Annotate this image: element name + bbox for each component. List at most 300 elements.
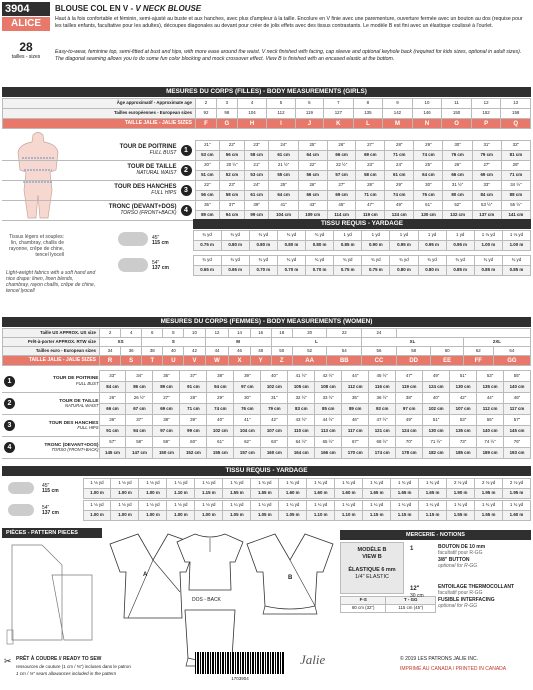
- euro-size-cell: 36: [121, 347, 142, 356]
- yardage-m-cell: 1.60 m: [335, 489, 363, 499]
- girls-measurements-band: MESURES DU CORPS (FILLES) - BODY MEASUREMENTS (GIRLS): [2, 87, 531, 97]
- measure-cm-cell: 91 cm: [99, 426, 126, 437]
- measure-cm-cell: 99 cm: [244, 211, 269, 221]
- yardage-m-cell: 1.65 m: [419, 489, 447, 499]
- euro-size-cell: 152: [471, 109, 501, 119]
- yardage-m-cell: 1.00 m: [195, 511, 223, 521]
- yardage-m-cell: 0.95 m: [418, 241, 446, 251]
- yardage-m-cell: 1.00 m: [167, 511, 195, 521]
- view-b-en: VIEW B: [362, 554, 382, 561]
- measure-cm-cell: 119 cm: [396, 382, 423, 393]
- measure-cm-cell: 99 cm: [180, 426, 207, 437]
- measure-inch-cell: 39": [180, 415, 207, 426]
- yardage-m-cell: 1.05 m: [279, 511, 307, 521]
- yardage-m-cell: 1.10 m: [167, 489, 195, 499]
- jalie-size-cell: DD: [396, 356, 431, 366]
- jalie-size-cell: X: [229, 356, 250, 366]
- yardage-yd-cell: 1 ⅛ yd: [111, 501, 139, 511]
- jalie-label: TAILLE JALIE - JALIE SIZES: [3, 356, 100, 366]
- printed-in-canada: IMPRIMÉ AU CANADA / PRINTED IN CANADA: [400, 666, 507, 672]
- measure-label: TRONC (DEVANT+DOS) TORSO (FRONT+BACK) 4: [2, 201, 195, 221]
- measure-cm-cell: 61 cm: [385, 171, 414, 181]
- measure-cm-cell: 64 cm: [269, 191, 298, 201]
- measure-inch-cell: 40": [423, 393, 450, 404]
- age-cell: 9: [383, 99, 413, 109]
- measure-inch-cell: 68 ½": [369, 437, 396, 448]
- view-b-label: B: [288, 575, 293, 581]
- measure-inch-cell: 29": [207, 393, 234, 404]
- jalie-size-cell: EE: [431, 356, 463, 366]
- measure-inch-cell: 28": [180, 393, 207, 404]
- notions-view-box: [340, 542, 404, 594]
- measure-inch-cell: 55": [504, 371, 531, 382]
- measure-label: 2 TOUR DE TAILLE NATURAL WAIST: [2, 393, 99, 415]
- euro-size-label: Tailles euro - European sizes: [3, 347, 100, 356]
- measure-cm-cell: 94 cm: [220, 211, 245, 221]
- measure-cm-cell: 178 cm: [396, 448, 423, 459]
- measure-inch-cell: 51": [450, 371, 477, 382]
- button-qty: 1: [410, 546, 414, 552]
- measure-cm-cell: 79 cm: [261, 404, 288, 415]
- measure-inch-cell: 30": [414, 181, 443, 191]
- measure-inch-cell: 27": [327, 181, 356, 191]
- measure-inch-cell: 55": [477, 415, 504, 426]
- rtw-size-cell: S: [142, 338, 205, 347]
- measure-inch-cell: 47 ½": [369, 415, 396, 426]
- yardage-m-cell: 0.85 m: [502, 266, 530, 276]
- measure-cm-cell: 84 cm: [472, 191, 501, 201]
- yardage-m-cell: 1.00 m: [139, 489, 167, 499]
- measure-inch-cell: 49": [385, 201, 414, 211]
- yardage-yd-cell: 1 ¾ yd: [363, 479, 391, 489]
- button-en: 3/8" BUTTON: [438, 556, 470, 563]
- girls-size-table: [2, 98, 531, 129]
- age-cell: 8: [353, 99, 383, 109]
- yardage-m-cell: 1.00 m: [474, 241, 502, 251]
- measure-cm-cell: 117 cm: [504, 404, 531, 415]
- measure-cm-cell: 94 cm: [207, 382, 234, 393]
- yardage-yd-cell: 1 yd: [334, 231, 362, 241]
- jalie-size-cell: V: [184, 356, 205, 366]
- measure-cm-cell: 121 cm: [369, 426, 396, 437]
- measure-inch-cell: 53 ½": [472, 201, 501, 211]
- size-range-tgg: T - GG: [386, 597, 436, 605]
- measure-inch-cell: 57": [99, 437, 126, 448]
- girls-yardage-table: [150, 230, 531, 281]
- rtw-size-cell: XL: [362, 338, 464, 347]
- yardage-m-cell: 1.60 m: [503, 511, 531, 521]
- yardage-m-cell: 0.70 m: [277, 266, 305, 276]
- measure-cm-cell: 67 cm: [126, 404, 153, 415]
- measure-inch-cell: 49": [423, 371, 450, 382]
- measure-cm-cell: 110 cm: [288, 426, 315, 437]
- measure-label: 1 TOUR DE POITRINE FULL BUST: [2, 371, 99, 393]
- age-cell: 11: [442, 99, 472, 109]
- measure-number-badge: 3: [181, 185, 192, 196]
- measure-cm-cell: 113 cm: [315, 426, 342, 437]
- yardage-m-cell: 0.85 m: [446, 266, 474, 276]
- measure-cm-cell: 58 cm: [356, 171, 385, 181]
- measure-inch-cell: 44 ½": [315, 415, 342, 426]
- measure-inch-cell: 29": [414, 141, 443, 151]
- jalie-size-cell: F: [196, 119, 217, 129]
- measure-cm-cell: 88 cm: [501, 191, 530, 201]
- jalie-size-cell: P: [471, 119, 501, 129]
- jalie-size-cell: Q: [501, 119, 531, 129]
- measure-inch-cell: 51": [423, 415, 450, 426]
- measure-cm-cell: 56 cm: [220, 151, 245, 161]
- rtw-size-label: Prêt-à-porter APPROX. RTW size: [3, 338, 100, 347]
- yardage-m-cell: 1.55 m: [447, 511, 475, 521]
- measure-inch-cell: 26": [99, 393, 126, 404]
- girls-fabric-fr: Tissus légers et souples: lin, chambray, challis de rayonne, crêpe de chine, tencel lyocell: [8, 234, 64, 258]
- measure-cm-cell: 69 cm: [356, 151, 385, 161]
- yardage-yd-cell: 1 ⅛ yd: [139, 501, 167, 511]
- measure-cm-cell: 71 cm: [501, 171, 530, 181]
- yardage-yd-cell: 1 ¾ yd: [223, 479, 251, 489]
- measure-inch-cell: 60": [180, 437, 207, 448]
- yardage-yd-cell: ¾ yd: [277, 231, 305, 241]
- measure-cm-cell: 185 cm: [450, 448, 477, 459]
- measure-inch-cell: 53": [477, 371, 504, 382]
- measure-inch-cell: 62": [234, 437, 261, 448]
- measure-cm-cell: 107 cm: [450, 404, 477, 415]
- yardage-yd-cell: 1 ¾ yd: [503, 501, 531, 511]
- yardage-yd-cell: 1 ¾ yd: [475, 501, 503, 511]
- euro-size-cell: 38: [142, 347, 163, 356]
- measure-cm-cell: 97 cm: [234, 382, 261, 393]
- sizes-label: tailles - sizes: [11, 54, 41, 60]
- measure-cm-cell: 135 cm: [450, 426, 477, 437]
- yardage-m-cell: 1.15 m: [391, 511, 419, 521]
- yardage-m-cell: 0.80 m: [306, 241, 334, 251]
- measure-cm-cell: 52 cm: [220, 171, 245, 181]
- yardage-m-cell: 1.90 m: [447, 489, 475, 499]
- measure-inch-cell: 24": [269, 141, 298, 151]
- measure-cm-cell: 102 cm: [423, 404, 450, 415]
- yardage-yd-cell: ¾ yd: [502, 256, 530, 266]
- fabric-width: 54" 137 cm: [42, 504, 59, 516]
- measure-inch-cell: 26 ½": [126, 393, 153, 404]
- us-size-cell: 8: [163, 329, 184, 338]
- pattern-title: BLOUSE COL EN V - V NECK BLOUSE: [55, 4, 202, 13]
- women-measurements-band: MESURES DU CORPS (FEMMES) - BODY MEASUREMENTS (WOMEN): [2, 317, 531, 327]
- yardage-yd-cell: 1 ¼ yd: [363, 501, 391, 511]
- measure-label: 4 TRONC (DEVANT+DOS) TORSO (FRONT+BACK): [2, 437, 99, 459]
- measure-inch-cell: 30": [234, 393, 261, 404]
- euro-size-cell: 56: [362, 347, 397, 356]
- measure-cm-cell: 76 cm: [234, 404, 261, 415]
- jalie-size-cell: Y: [250, 356, 271, 366]
- measure-cm-cell: 61 cm: [269, 151, 298, 161]
- yardage-yd-cell: 1 ¾ yd: [447, 501, 475, 511]
- us-size-cell: 16: [250, 329, 271, 338]
- view-b-fr: MODÈLE B: [357, 547, 387, 553]
- euro-size-cell: 104: [237, 109, 267, 119]
- jalie-size-cell: O: [442, 119, 472, 129]
- measure-cm-cell: 83 cm: [288, 404, 315, 415]
- measure-inch-cell: 52": [443, 201, 472, 211]
- yardage-m-cell: 1.55 m: [223, 489, 251, 499]
- measure-cm-cell: 69 cm: [153, 404, 180, 415]
- yardage-m-cell: 1.15 m: [419, 511, 447, 521]
- measure-inch-cell: 61": [207, 437, 234, 448]
- euro-size-cell: 62: [463, 347, 493, 356]
- measure-cm-cell: 145 cm: [504, 426, 531, 437]
- measure-inch-cell: 37": [180, 371, 207, 382]
- euro-size-cell: 48: [250, 347, 271, 356]
- us-size-cell: 2: [100, 329, 121, 338]
- measure-number-badge: 2: [4, 398, 15, 409]
- girls-yardage-band: TISSU REQUIS - YARDAGE: [193, 219, 531, 229]
- measure-inch-cell: 39": [234, 371, 261, 382]
- us-size-cell: 14: [229, 329, 250, 338]
- jalie-label: TAILLE JALIE - JALIE SIZES: [3, 119, 196, 129]
- measure-inch-cell: 46": [504, 393, 531, 404]
- measure-cm-cell: 155 cm: [207, 448, 234, 459]
- fabric-width: 45" 115 cm: [42, 482, 59, 494]
- yardage-m-cell: 1.10 m: [307, 511, 335, 521]
- yardage-yd-cell: ¾ yd: [249, 256, 277, 266]
- yardage-m-cell: 0.95 m: [446, 241, 474, 251]
- interfacing-en: FUSIBLE INTERFACING: [438, 596, 495, 603]
- yardage-yd-cell: 2 ⅛ yd: [475, 479, 503, 489]
- measure-inch-cell: 40": [207, 415, 234, 426]
- yardage-m-cell: 1.60 m: [307, 489, 335, 499]
- measure-label: TOUR DES HANCHES FULL HIPS 3: [2, 181, 195, 201]
- measure-inch-cell: 25": [269, 181, 298, 191]
- measure-inch-cell: 22": [195, 181, 220, 191]
- measure-inch-cell: 26": [327, 141, 356, 151]
- yardage-m-cell: 1.95 m: [503, 489, 531, 499]
- measure-cm-cell: 104 cm: [269, 211, 298, 221]
- measure-inch-cell: 67": [342, 437, 369, 448]
- measure-inch-cell: 36 ½": [369, 393, 396, 404]
- yardage-m-cell: 1.15 m: [363, 511, 391, 521]
- measure-inch-cell: 35": [342, 393, 369, 404]
- yardage-yd-cell: 1 yd: [418, 231, 446, 241]
- jalie-size-cell: FF: [463, 356, 493, 366]
- euro-size-cell: 127: [324, 109, 354, 119]
- measure-cm-cell: 89 cm: [195, 211, 220, 221]
- yardage-m-cell: 0.80 m: [418, 266, 446, 276]
- yardage-yd-cell: 1 yd: [446, 231, 474, 241]
- euro-size-cell: 64: [493, 347, 530, 356]
- seam-allowance-en: 1 cm / ⅜" seam allowances included in the pattern: [16, 671, 117, 676]
- yardage-m-cell: 1.65 m: [391, 489, 419, 499]
- measure-cm-cell: 189 cm: [477, 448, 504, 459]
- measure-cm-cell: 61 cm: [244, 191, 269, 201]
- measure-cm-cell: 84 cm: [99, 382, 126, 393]
- measure-cm-cell: 102 cm: [261, 382, 288, 393]
- measure-cm-cell: 160 cm: [261, 448, 288, 459]
- yardage-yd-cell: ¾ yd: [362, 256, 390, 266]
- measure-inch-cell: 55 ½": [501, 201, 530, 211]
- measure-cm-cell: 86 cm: [126, 382, 153, 393]
- yardage-yd-cell: ¾ yd: [221, 256, 249, 266]
- fabric-roll-icon: [118, 258, 148, 272]
- yardage-yd-cell: 1 ⅛ yd: [195, 501, 223, 511]
- yardage-m-cell: 0.85 m: [334, 241, 362, 251]
- ready-to-sew: PRÊT À COUDRE // READY TO SEW: [16, 656, 102, 662]
- measure-inch-cell: 39": [244, 201, 269, 211]
- measure-inch-cell: 31 ½": [443, 181, 472, 191]
- us-size-cell: 18: [271, 329, 292, 338]
- jalie-size-cell: R: [100, 356, 121, 366]
- button-en-note: optional for R-GG: [438, 562, 478, 569]
- us-size-cell: 12: [205, 329, 229, 338]
- measure-inch-cell: 41": [234, 415, 261, 426]
- measure-cm-cell: 93 cm: [369, 404, 396, 415]
- yardage-yd-cell: ¾ yd: [193, 231, 221, 241]
- measure-cm-cell: 55 cm: [269, 171, 298, 181]
- jalie-size-cell: J: [295, 119, 323, 129]
- euro-size-cell: 146: [412, 109, 442, 119]
- girls-measure-table: [2, 140, 531, 221]
- measure-inch-cell: 25": [414, 161, 443, 171]
- jalie-size-cell: GG: [493, 356, 530, 366]
- yardage-m-cell: 1.55 m: [475, 511, 503, 521]
- measure-cm-cell: 114 cm: [327, 211, 356, 221]
- measure-inch-cell: 35": [195, 201, 220, 211]
- yardage-yd-cell: 1 ⅛ yd: [83, 479, 111, 489]
- measure-cm-cell: 117 cm: [342, 426, 369, 437]
- measure-inch-cell: 31": [261, 393, 288, 404]
- jalie-size-cell: AA: [292, 356, 327, 366]
- measure-inch-cell: 53": [450, 415, 477, 426]
- measure-inch-cell: 30": [443, 141, 472, 151]
- jalie-size-cell: W: [205, 356, 229, 366]
- measure-cm-cell: 76 cm: [443, 151, 472, 161]
- measure-cm-cell: 124 cm: [396, 426, 423, 437]
- jalie-size-cell: CC: [362, 356, 397, 366]
- measure-inch-cell: 36": [99, 415, 126, 426]
- jalie-size-cell: BB: [327, 356, 362, 366]
- measure-cm-cell: 76 cm: [414, 191, 443, 201]
- size-range-fs: F-S: [341, 597, 386, 605]
- view-a-label: A: [143, 572, 148, 578]
- measure-inch-cell: 57": [504, 415, 531, 426]
- notions-band: MERCERIE - NOTIONS: [340, 530, 531, 540]
- measure-inch-cell: 76": [504, 437, 531, 448]
- yardage-yd-cell: 1 ¼ yd: [279, 501, 307, 511]
- elastic-fr: ÉLASTIQUE 6 mm: [348, 567, 396, 574]
- euro-size-cell: 34: [100, 347, 121, 356]
- measure-inch-cell: 27": [153, 393, 180, 404]
- measure-cm-cell: 140 cm: [477, 426, 504, 437]
- yardage-yd-cell: 1 ¾ yd: [391, 479, 419, 489]
- yardage-yd-cell: ¾ yd: [249, 231, 277, 241]
- measure-cm-cell: 64 cm: [298, 151, 327, 161]
- fabric-width: 54" 137 cm: [152, 259, 169, 271]
- jalie-size-cell: H: [237, 119, 267, 129]
- measure-inch-cell: 31": [472, 141, 501, 151]
- measure-inch-cell: 47": [356, 201, 385, 211]
- yardage-yd-cell: 2 ⅛ yd: [503, 479, 531, 489]
- rtw-size-cell: L: [271, 338, 361, 347]
- measure-inch-cell: 44": [477, 393, 504, 404]
- button-fr-note: facultatif pour R-GG: [438, 550, 483, 557]
- measure-inch-cell: 65 ½": [315, 437, 342, 448]
- yardage-m-cell: 0.75 m: [193, 241, 221, 251]
- euro-size-cell: 46: [229, 347, 250, 356]
- yardage-yd-cell: 1 ¼ yd: [307, 501, 335, 511]
- yardage-yd-cell: ¾ yd: [306, 231, 334, 241]
- measure-number-badge: 3: [4, 420, 15, 431]
- us-size-cell: 4: [121, 329, 142, 338]
- measure-cm-cell: 164 cm: [288, 448, 315, 459]
- yardage-yd-cell: 1 yd: [390, 231, 418, 241]
- measure-label: 3 TOUR DES HANCHES FULL HIPS: [2, 415, 99, 437]
- measure-cm-cell: 71 cm: [356, 191, 385, 201]
- measure-inch-cell: 73": [450, 437, 477, 448]
- measure-cm-cell: 135 cm: [477, 382, 504, 393]
- yardage-yd-cell: 1 ⅛ yd: [167, 501, 195, 511]
- euro-size-cell: 60: [431, 347, 463, 356]
- euro-size-cell: 40: [163, 347, 184, 356]
- yardage-yd-cell: 1 yd: [362, 231, 390, 241]
- jalie-size-cell: M: [383, 119, 413, 129]
- yardage-m-cell: 0.80 m: [221, 241, 249, 251]
- yardage-m-cell: 1.10 m: [335, 511, 363, 521]
- measure-inch-cell: 28": [501, 161, 530, 171]
- yardage-yd-cell: ¾ yd: [474, 256, 502, 266]
- yardage-m-cell: 1.00 m: [111, 511, 139, 521]
- measure-cm-cell: 182 cm: [423, 448, 450, 459]
- measure-cm-cell: 91 cm: [180, 382, 207, 393]
- measure-cm-cell: 130 cm: [450, 382, 477, 393]
- seam-allowance-fr: ressources de couture (1 cm / ⅜") incluses dans le patron: [16, 664, 131, 669]
- yardage-yd-cell: ¾ yd: [390, 256, 418, 266]
- rtw-size-cell: M: [205, 338, 271, 347]
- measure-cm-cell: 112 cm: [342, 382, 369, 393]
- women-yardage-table: [40, 478, 531, 523]
- yardage-yd-cell: ¾ yd: [221, 231, 249, 241]
- measure-number-badge: 1: [181, 145, 192, 156]
- measure-cm-cell: 112 cm: [477, 404, 504, 415]
- measure-cm-cell: 66 cm: [443, 171, 472, 181]
- interfacing-en-note: optional for R-GG: [438, 602, 478, 609]
- measure-cm-cell: 79 cm: [472, 151, 501, 161]
- measure-inch-cell: 41 ½": [288, 371, 315, 382]
- blouse-back-drawing: [175, 532, 245, 592]
- jalie-size-cell: I: [267, 119, 295, 129]
- euro-size-cell: 52: [292, 347, 327, 356]
- measure-cm-cell: 71 cm: [180, 404, 207, 415]
- measure-inch-cell: 74 ½": [477, 437, 504, 448]
- measure-inch-cell: 27": [472, 161, 501, 171]
- description-fr: Haut à la fois confortable et féminin, semi-ajusté au buste et aux hanches, avec plus d'ampleur à la taille. Encolure en V finie avec une parementure, ouverture fermée avec un bouton au dos (requise pour les tailles enfants, facultative pour les adultes), découpes diagonales au devant pour créer de jolis effets avec des tissus contrastants. Le modèle B est fini avec un élastique coulissé à l'ourlet.: [55, 16, 523, 29]
- euro-label: Tailles européennes - European sizes: [3, 109, 196, 119]
- measure-inch-cell: 64 ½": [288, 437, 315, 448]
- yardage-m-cell: 1.60 m: [279, 489, 307, 499]
- yardage-m-cell: 0.65 m: [193, 266, 221, 276]
- scissors-icon: ✂: [4, 656, 12, 666]
- yardage-yd-cell: ¾ yd: [306, 256, 334, 266]
- us-size-cell: 24: [362, 329, 397, 338]
- yardage-m-cell: 1.00 m: [83, 489, 111, 499]
- euro-size-cell: 44: [205, 347, 229, 356]
- yardage-m-cell: 1.95 m: [475, 489, 503, 499]
- measure-cm-cell: 89 cm: [342, 404, 369, 415]
- age-cell: 10: [412, 99, 442, 109]
- yardage-m-cell: 0.95 m: [390, 241, 418, 251]
- measure-inch-cell: 25": [298, 141, 327, 151]
- measure-inch-cell: 37": [220, 201, 245, 211]
- elastic-length-tgg: 115 cm (45"): [386, 605, 436, 613]
- measure-inch-cell: 28": [385, 141, 414, 151]
- euro-size-cell: 119: [295, 109, 323, 119]
